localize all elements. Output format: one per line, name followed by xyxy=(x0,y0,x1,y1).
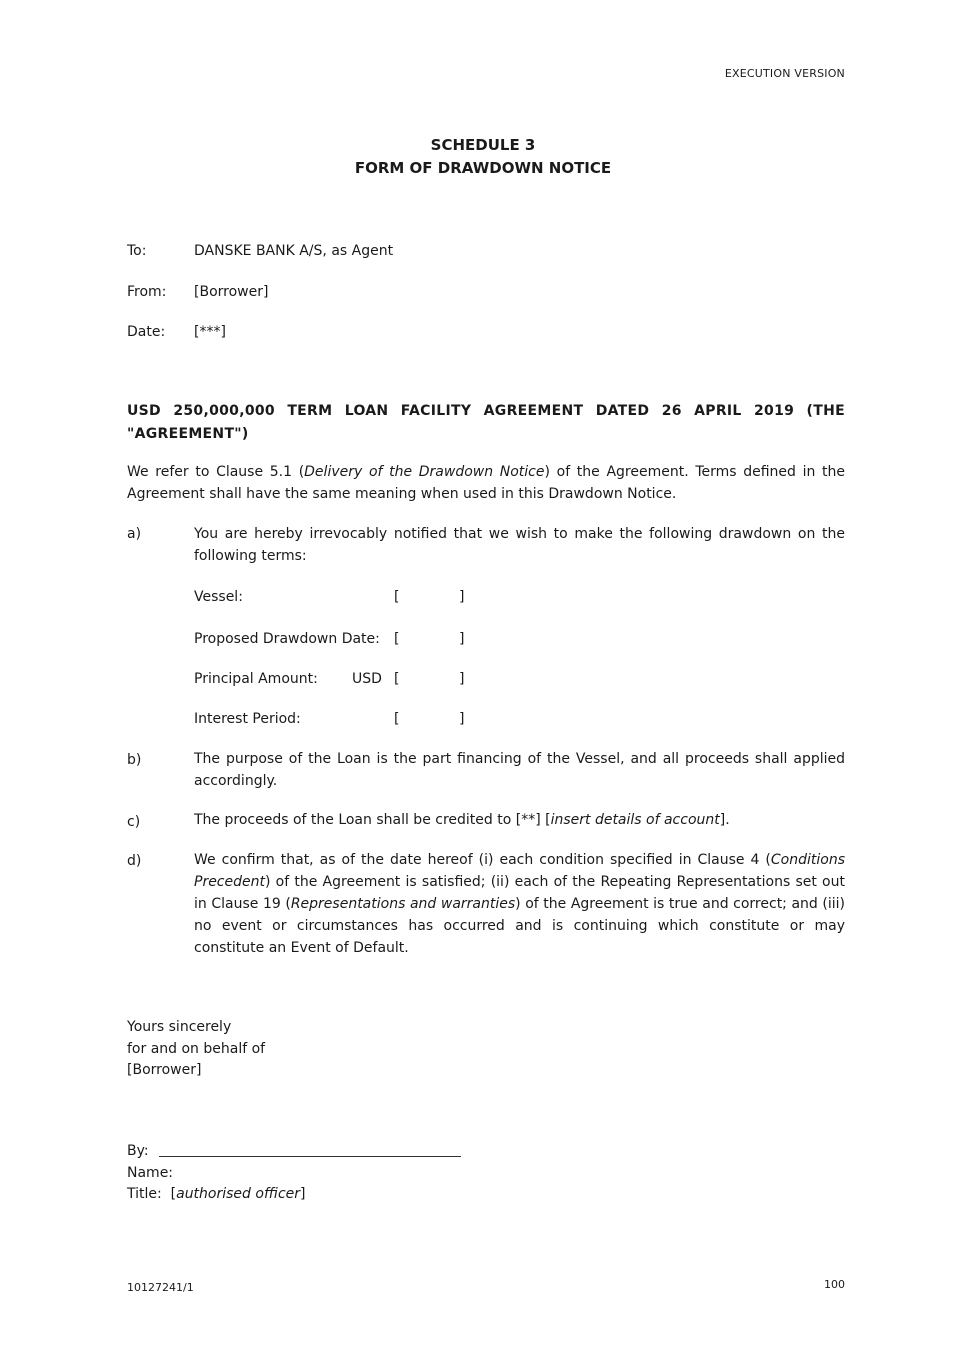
drawdown-date-open-bracket: [ xyxy=(394,631,400,647)
title-line: Title: [authorised officer] xyxy=(127,1186,306,1202)
principal-close-bracket: ] xyxy=(459,671,465,687)
signature-line xyxy=(159,1156,461,1157)
item-a-text: You are hereby irrevocably notified that we wish to make the following drawdown on the following terms: xyxy=(194,526,845,564)
form-title: FORM OF DRAWDOWN NOTICE xyxy=(354,159,612,177)
item-a-letter: a) xyxy=(127,526,142,542)
interest-period-open-bracket: [ xyxy=(394,711,400,727)
principal-currency: USD xyxy=(352,671,382,687)
signature-block xyxy=(127,1141,305,1206)
date-label: Date: xyxy=(127,324,166,340)
item-c-text: The proceeds of the Loan shall be credited to [**] [insert details of account]. xyxy=(194,812,730,828)
interest-period-label: Interest Period: xyxy=(194,711,301,727)
item-d-letter: d) xyxy=(127,853,142,869)
document-reference: 10127241/1 xyxy=(127,1281,194,1294)
agreement-heading: USD 250,000,000 TERM LOAN FACILITY AGREEMENT DATED 26 APRIL 2019 (THE "AGREEMENT") xyxy=(127,403,845,442)
item-b-text: The purpose of the Loan is the part financing of the Vessel, and all proceeds shall applied accordingly. xyxy=(194,751,845,789)
interest-period-close-bracket: ] xyxy=(459,711,465,727)
item-d-text: We confirm that, as of the date hereof (i) each condition specified in Clause 4 (Conditions Precedent) of the Agreement is satisfied; (ii) each of the Repeating Representations set out in Clause 19 (Representations and warranties) of the Agreement is true and correct; and (iii) no event or circumstances has occurred and is continuing which constitute or may constitute an Event of Default. xyxy=(194,852,845,956)
closing-block xyxy=(127,1017,265,1082)
closing-line-1: Yours sincerely xyxy=(127,1019,232,1035)
principal-amount-label: Principal Amount: xyxy=(194,671,318,687)
date-value: [***] xyxy=(194,324,226,340)
item-c-letter: c) xyxy=(127,814,141,830)
intro-paragraph: We refer to Clause 5.1 (Delivery of the Drawdown Notice) of the Agreement. Terms defined in the Agreement shall have the same meaning when used in this Drawdown Notice. xyxy=(127,464,845,502)
schedule-title: SCHEDULE 3 xyxy=(430,136,536,154)
vessel-label: Vessel: xyxy=(194,589,243,605)
by-label: By: xyxy=(127,1143,149,1159)
principal-open-bracket: [ xyxy=(394,671,400,687)
to-value: DANSKE BANK A/S, as Agent xyxy=(194,243,394,259)
vessel-close-bracket: ] xyxy=(459,589,465,605)
page-number: 100 xyxy=(824,1278,845,1291)
closing-line-2: for and on behalf of xyxy=(127,1040,266,1057)
from-label: From: xyxy=(127,284,167,300)
name-label: Name: xyxy=(127,1164,174,1181)
drawdown-date-close-bracket: ] xyxy=(459,631,465,647)
item-b-letter: b) xyxy=(127,752,142,768)
closing-line-3: [Borrower] xyxy=(127,1062,202,1078)
to-label: To: xyxy=(127,243,147,259)
execution-version-label: EXECUTION VERSION xyxy=(724,67,845,80)
vessel-open-bracket: [ xyxy=(394,589,400,605)
drawdown-date-label: Proposed Drawdown Date: xyxy=(194,631,380,647)
from-value: [Borrower] xyxy=(194,284,269,300)
